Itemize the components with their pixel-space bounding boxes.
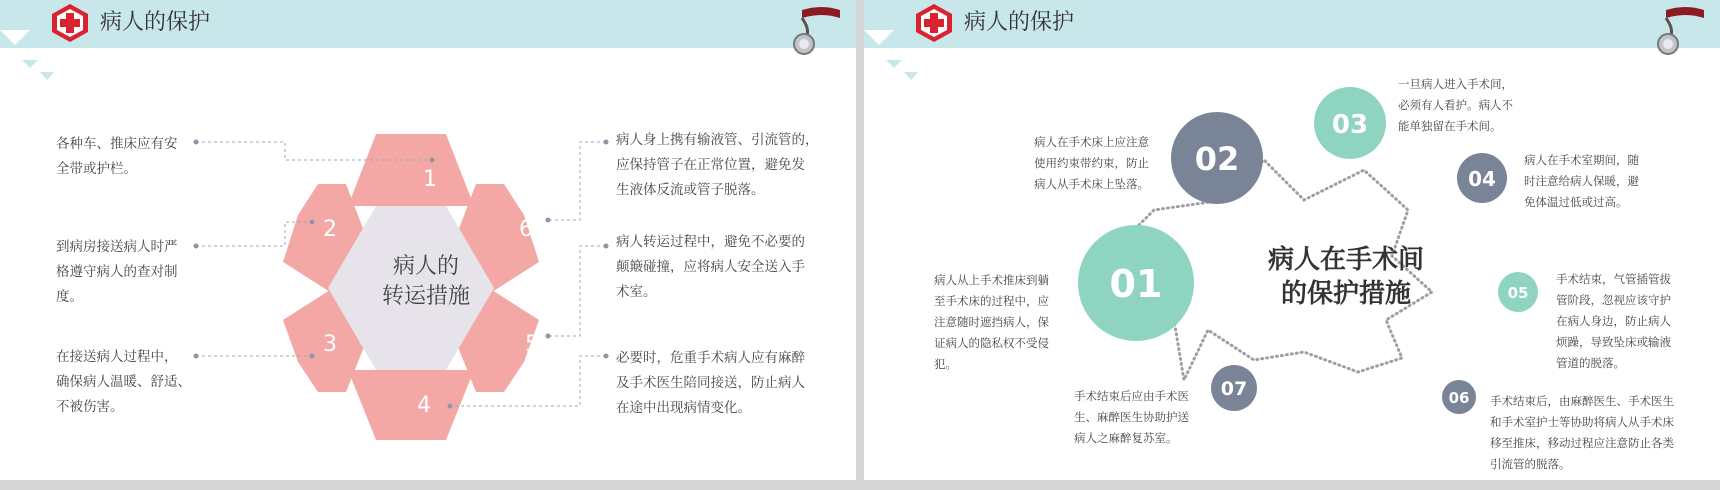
text-item-6: 病人身上携有输液管、引流管的， 应保持管子在正常位置，避免发 生液体反流或管子脱落。 <box>616 132 819 198</box>
text-item-1: 各种车、推床应有安 全带或护栏。 <box>56 136 178 177</box>
step-number-3: 3 <box>323 332 337 357</box>
text-item-2: 到病房接送病人时严 格遵守病人的查对制 度。 <box>56 239 178 305</box>
text-item-05: 手术结束，气管插管拔 管阶段，忽视应该守护 在病人身边，防止病人 烦躁，导致坠床或输液 管道的脱落。 <box>1556 272 1671 370</box>
text-item-06: 手术结束后，由麻醉医生、手术医生 和手术室护士等协助将病人从手术床 移至推床，移动过程应注意防止各类 引流管的脱落。 <box>1490 394 1674 471</box>
step-number-1: 1 <box>423 167 437 192</box>
text-item-01: 病人从上手术推床到躺 至手术床的过程中，应 注意随时遮挡病人，保 证病人的隐私权不受侵 犯。 <box>934 273 1049 371</box>
circle-label-02: 02 <box>1194 140 1240 178</box>
circle-label-05: 05 <box>1507 284 1529 302</box>
circle-label-03: 03 <box>1331 110 1369 140</box>
connector-6 <box>548 142 606 220</box>
text-item-5: 病人转运过程中，避免不必要的 颠簸碰撞，应将病人安全送入手 术室。 <box>616 234 805 300</box>
slide-right <box>864 0 1720 480</box>
circle-label-01: 01 <box>1109 262 1163 306</box>
text-item-03: 一旦病人进入手术间， 必须有人看护。病人不 能单独留在手术间。 <box>1398 77 1513 133</box>
text-item-02: 病人在手术床上应注意 使用约束带约束，防止 病人从手术床上坠落。 <box>1034 135 1149 191</box>
center-title-line1: 病人的 <box>392 254 460 279</box>
step-number-5: 5 <box>525 332 539 357</box>
center-title-line2: 的保护措施 <box>1280 279 1412 309</box>
step-number-2: 2 <box>323 217 337 242</box>
circle-label-07: 07 <box>1220 378 1248 400</box>
petal-4 <box>348 370 474 440</box>
petal-1 <box>348 134 474 206</box>
text-item-3: 在接送病人过程中， 确保病人温暖、舒适、 不被伤害。 <box>56 349 191 415</box>
center-title-line1: 病人在手术间 <box>1267 245 1425 275</box>
text-item-07: 手术结束后应由手术医 生、麻醉医生协助护送 病人之麻醉复苏室。 <box>1074 389 1189 445</box>
slide-left <box>0 0 856 480</box>
connector-5 <box>548 246 606 336</box>
page-title: 病人的保护 <box>100 10 211 35</box>
page-title: 病人的保护 <box>964 10 1075 35</box>
center-title-line2: 转运措施 <box>381 284 471 309</box>
text-item-4: 必要时，危重手术病人应有麻醉 及手术医生陪同接送，防止病人 在途中出现病情变化。 <box>616 350 805 416</box>
step-number-6: 6 <box>519 217 533 242</box>
step-number-4: 4 <box>417 393 431 418</box>
circle-label-06: 06 <box>1448 389 1470 407</box>
text-item-04: 病人在手术室期间，随 时注意给病人保暖，避 免体温过低或过高。 <box>1524 153 1639 209</box>
circle-label-04: 04 <box>1468 167 1496 191</box>
